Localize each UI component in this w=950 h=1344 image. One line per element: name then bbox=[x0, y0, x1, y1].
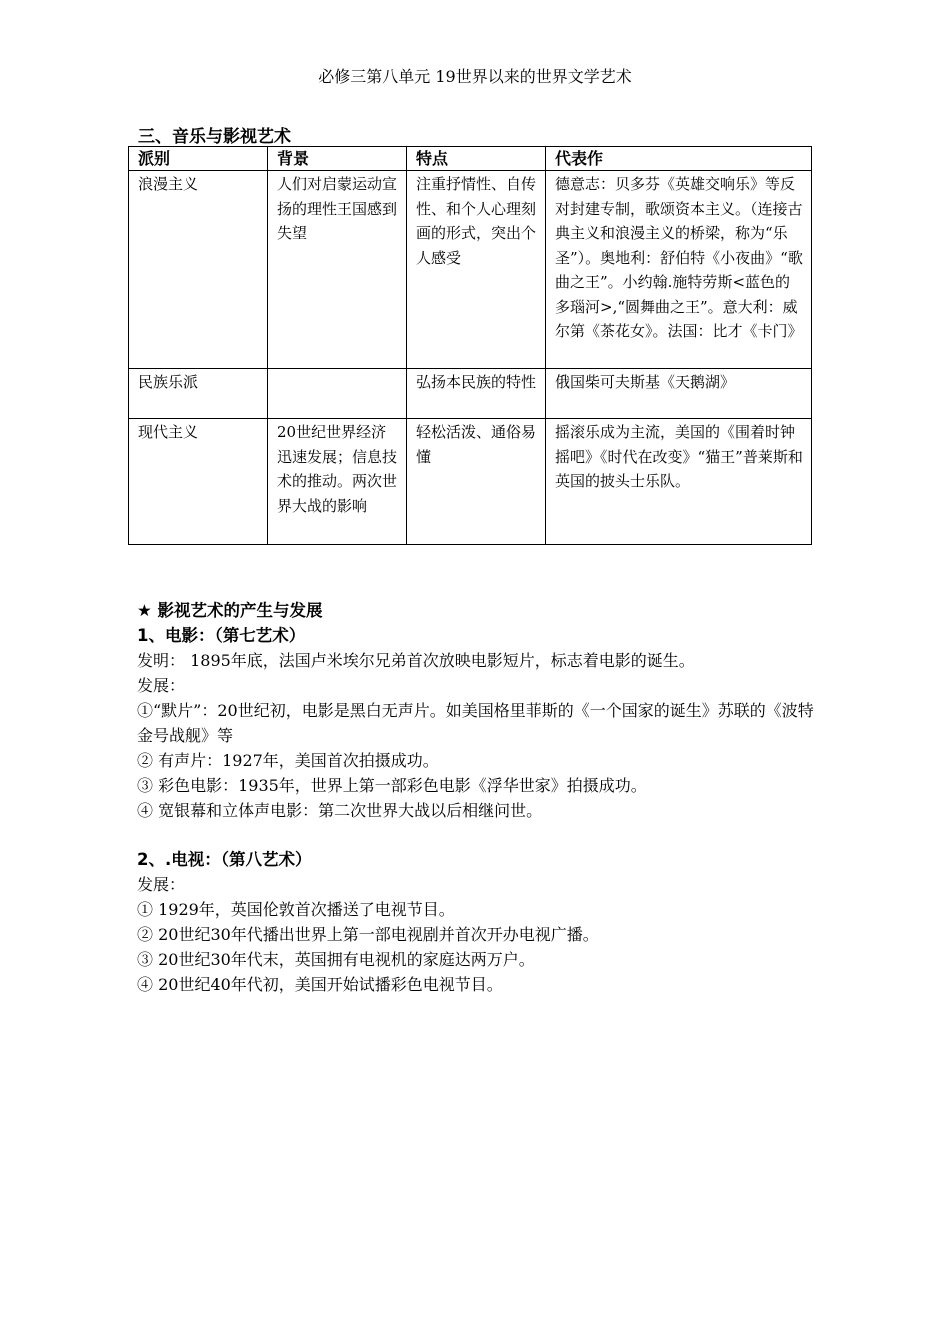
cell-school: 民族乐派 bbox=[129, 369, 268, 419]
cell-background bbox=[268, 369, 407, 419]
cell-works: 俄国柴可夫斯基《天鹅湖》 bbox=[546, 369, 812, 419]
table-row bbox=[129, 419, 812, 545]
list-item: ③ 彩色电影：1935年，世界上第一部彩色电影《浮华世家》拍摄成功。 bbox=[137, 776, 647, 795]
page-header: 必修三第八单元 19世界以来的世界文学艺术 bbox=[318, 67, 632, 86]
cell-background: 20世纪世界经济迅速发展；信息技术的推动。两次世界大战的影响 bbox=[268, 419, 407, 545]
list-item: ④ 宽银幕和立体声电影：第二次世界大战以后相继问世。 bbox=[137, 801, 543, 820]
film-dev-label: 发展： bbox=[137, 676, 186, 695]
film-section bbox=[137, 598, 817, 823]
section-title: 三、音乐与影视艺术 bbox=[138, 127, 291, 147]
tv-section bbox=[137, 847, 817, 997]
cell-features: 注重抒情性、自传性、和个人心理刻画的形式，突出个人感受 bbox=[407, 171, 546, 369]
table-row bbox=[129, 369, 812, 419]
cell-background: 人们对启蒙运动宣扬的理性王国感到失望 bbox=[268, 171, 407, 369]
film-heading: 1、电影：（第七艺术） bbox=[137, 626, 306, 645]
column-header-school: 派别 bbox=[129, 147, 268, 171]
film-star-heading: ★ 影视艺术的产生与发展 bbox=[137, 601, 323, 620]
list-item: ③ 20世纪30年代末，英国拥有电视机的家庭达两万户。 bbox=[137, 950, 535, 969]
cell-features: 轻松活泼、通俗易懂 bbox=[407, 419, 546, 545]
table-header-row bbox=[129, 147, 812, 171]
list-item: ② 20世纪30年代播出世界上第一部电视剧并首次开办电视广播。 bbox=[137, 925, 599, 944]
list-item: ② 有声片：1927年，美国首次拍摄成功。 bbox=[137, 751, 439, 770]
table-row bbox=[129, 171, 812, 369]
cell-school: 浪漫主义 bbox=[129, 171, 268, 369]
tv-dev-label: 发展： bbox=[137, 875, 186, 894]
cell-features: 弘扬本民族的特性 bbox=[407, 369, 546, 419]
column-header-works: 代表作 bbox=[546, 147, 812, 171]
list-item: ④ 20世纪40年代初，美国开始试播彩色电视节目。 bbox=[137, 975, 503, 994]
tv-heading: 2、.电视：（第八艺术） bbox=[137, 850, 312, 869]
cell-works: 德意志：贝多芬《英雄交响乐》等反对封建专制，歌颂资本主义。（连接古典主义和浪漫主义的桥梁，称为“乐圣”）。奥地利：舒伯特《小夜曲》“歌曲之王”。小约翰.施特劳斯<蓝色的多瑙河>,“圆舞曲之王”。意大利：威尔第《茶花女》。法国：比才《卡门》 bbox=[546, 171, 812, 369]
cell-school: 现代主义 bbox=[129, 419, 268, 545]
cell-works: 摇滚乐成为主流，美国的《围着时钟摇吧》《时代在改变》“猫王”普莱斯和英国的披头士乐队。 bbox=[546, 419, 812, 545]
column-header-features: 特点 bbox=[407, 147, 546, 171]
music-schools-table bbox=[128, 146, 812, 545]
film-invention: 发明： 1895年底，法国卢米埃尔兄弟首次放映电影短片，标志着电影的诞生。 bbox=[137, 651, 695, 670]
column-header-background: 背景 bbox=[268, 147, 407, 171]
list-item: ① 1929年，英国伦敦首次播送了电视节目。 bbox=[137, 900, 455, 919]
list-item: ①“默片”：20世纪初，电影是黑白无声片。如美国格里菲斯的《一个国家的诞生》苏联的《波特金号战舰》等 bbox=[137, 701, 814, 745]
